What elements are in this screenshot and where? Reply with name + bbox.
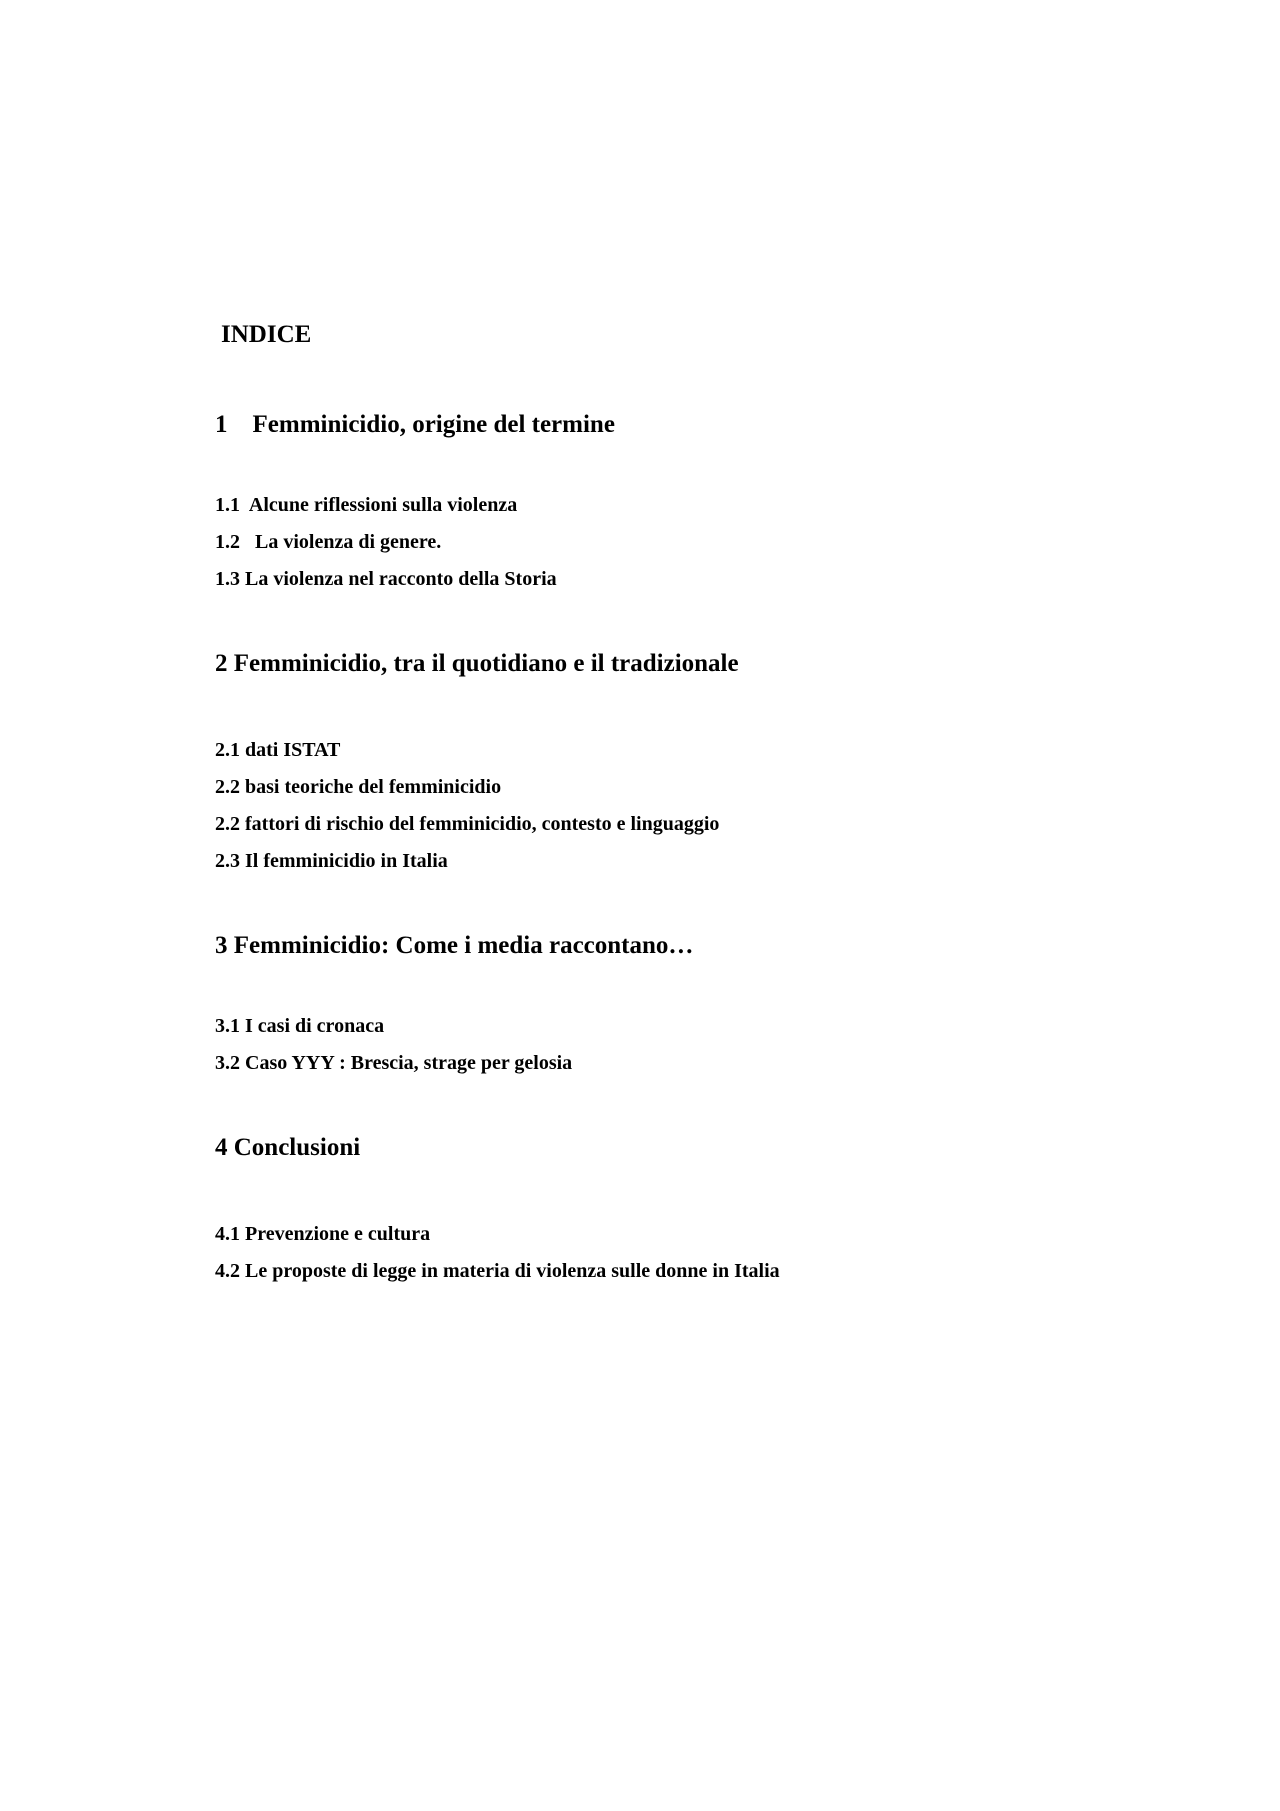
section-1-3: 1.3 La violenza nel racconto della Storia [215,568,557,590]
section-2-2: 2.2 basi teoriche del femminicidio [215,776,502,798]
section-1-2: 1.2 La violenza di genere. [215,531,442,553]
section-4-1: 4.1 Prevenzione e cultura [215,1223,431,1245]
chapter-2-heading: 2 Femminicidio, tra il quotidiano e il tradizionale [215,650,739,677]
section-3-1: 3.1 I casi di cronaca [215,1015,385,1037]
section-2-2b: 2.2 fattori di rischio del femminicidio, contesto e linguaggio [215,813,720,835]
chapter-1-heading: 1 Femminicidio, origine del termine [215,411,615,438]
section-4-2: 4.2 Le proposte di legge in materia di violenza sulle donne in Italia [215,1260,780,1282]
section-1-1: 1.1 Alcune riflessioni sulla violenza [215,494,518,516]
section-3-2: 3.2 Caso YYY : Brescia, strage per gelosia [215,1052,573,1074]
section-2-3: 2.3 Il femminicidio in Italia [215,850,448,872]
chapter-4-heading: 4 Conclusioni [215,1134,361,1161]
section-2-1: 2.1 dati ISTAT [215,739,341,761]
toc-title: INDICE [221,321,312,348]
chapter-3-heading: 3 Femminicidio: Come i media raccontano… [215,932,694,959]
